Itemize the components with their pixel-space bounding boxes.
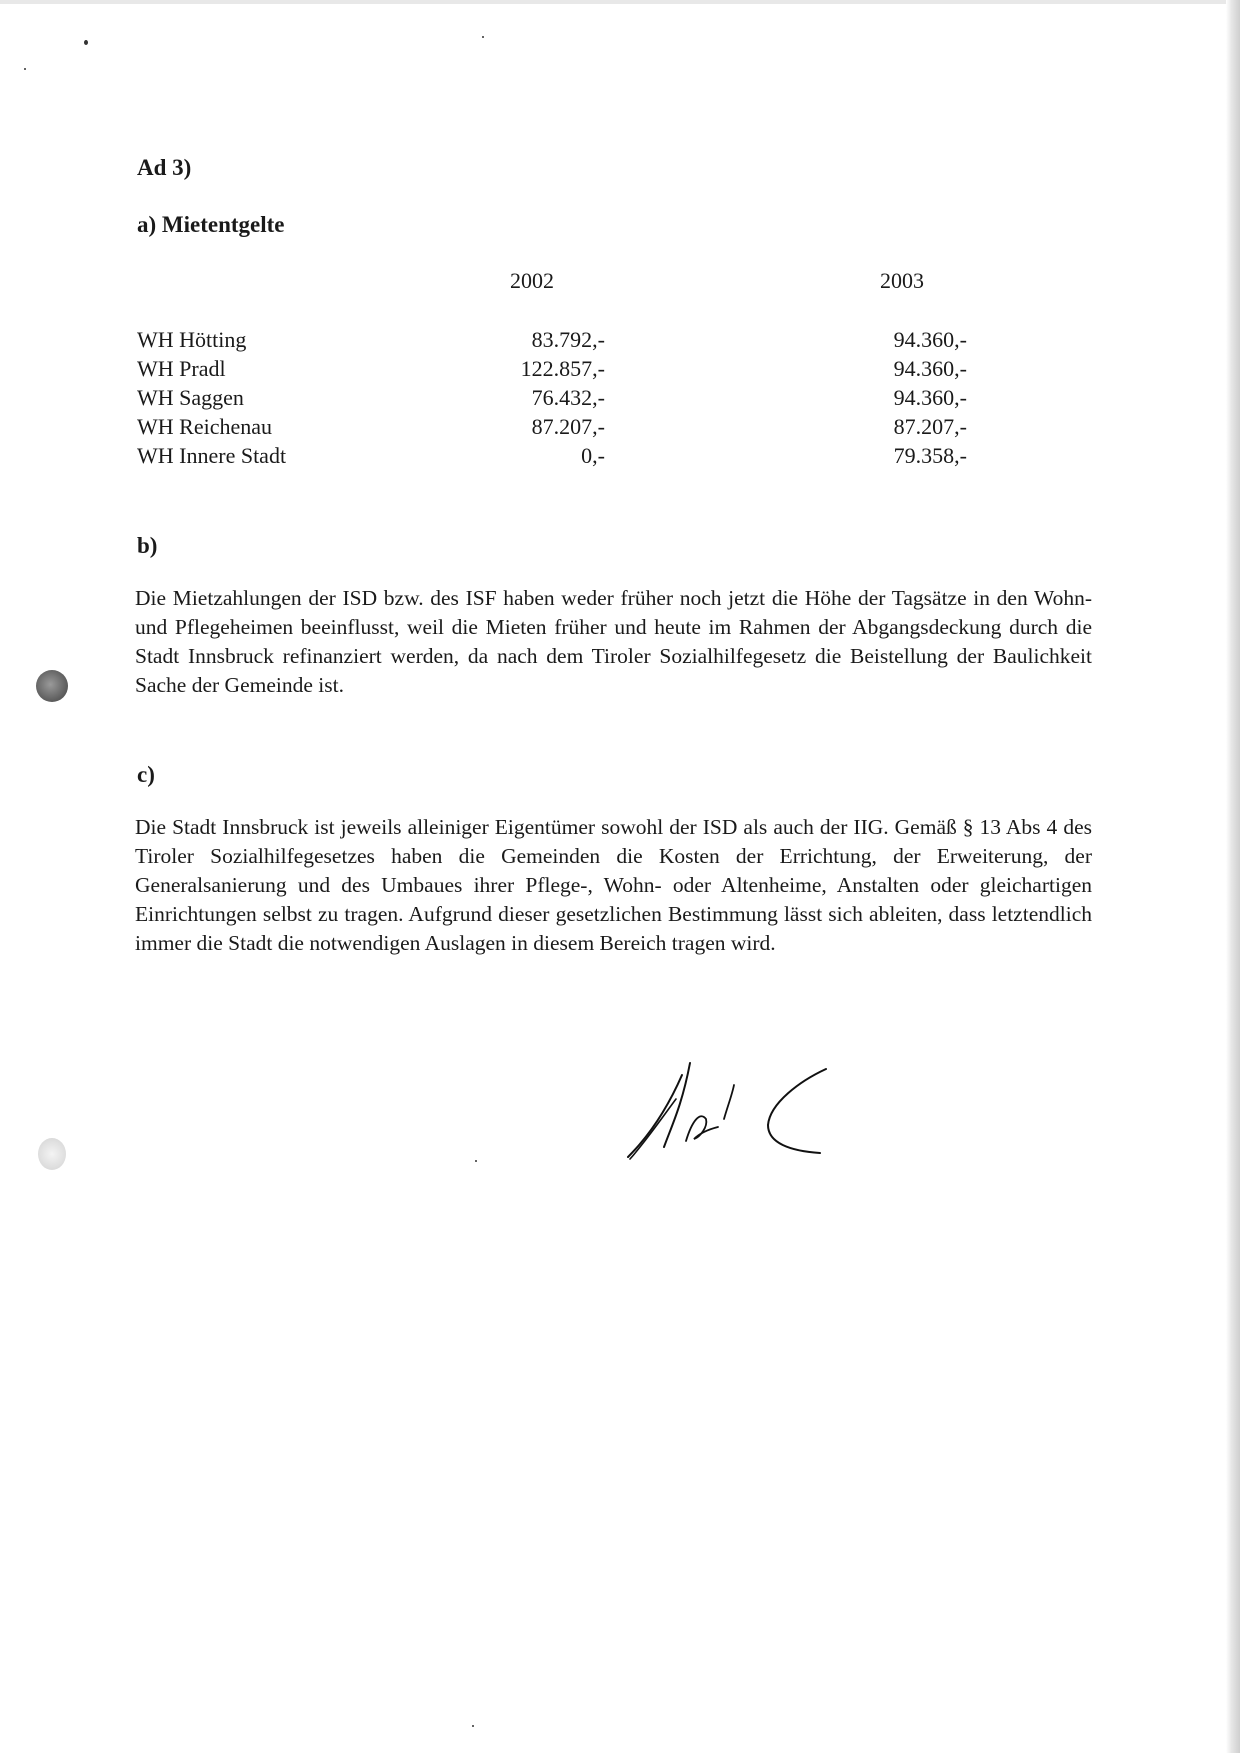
value-2003: 87.207,- — [893, 414, 967, 439]
table-row — [137, 414, 967, 442]
year-header-2003: 2003 — [880, 268, 924, 293]
scan-edge-top — [0, 0, 1240, 4]
scan-speck — [84, 40, 88, 45]
row-label: WH Reichenau — [137, 414, 272, 439]
scan-speck — [475, 1160, 477, 1162]
value-2002: 76.432,- — [531, 385, 605, 410]
scan-speck — [482, 36, 484, 38]
table-row — [137, 443, 967, 471]
row-label: WH Saggen — [137, 385, 244, 410]
row-label: WH Hötting — [137, 327, 247, 352]
section-b-heading: b) — [137, 533, 158, 558]
scan-speck — [24, 68, 26, 70]
table-row — [137, 356, 967, 384]
section-b-paragraph: Die Mietzahlungen der ISD bzw. des ISF haben weder früher noch jetzt die Höhe der Tagsätze in den Wohn- und Pflegeheimen beeinflusst, weil die Mieten früher und heute im Rahmen der Abgangsdeckung durch die Stadt Innsbruck refinanziert werden, da nach dem Tiroler Sozialhilfegesetz die Beistellung der Baulichkeit Sache der Gemeinde ist. — [135, 586, 1092, 697]
value-2002: 83.792,- — [531, 327, 605, 352]
value-2003: 94.360,- — [893, 385, 967, 410]
value-2003: 79.358,- — [893, 443, 967, 468]
row-label: WH Innere Stadt — [137, 443, 287, 468]
section-c-paragraph: Die Stadt Innsbruck ist jeweils alleiniger Eigentümer sowohl der ISD als auch der IIG. Gemäß § 13 Abs 4 des Tiroler Sozialhilfegesetzes haben die Gemeinden die Kosten der Errichtung, der Erweiterung, der Generalsanierung und des Umbaues ihrer Pflege-, Wohn- oder Altenheime, Anstalten oder gleichartigen Einrichtungen selbst zu tragen. Aufgrund dieser gesetzlichen Bestimmung lässt sich ableiten, dass letztendlich immer die Stadt die notwendigen Auslagen in diesem Bereich tragen wird. — [135, 815, 1092, 955]
punch-hole-icon — [38, 1138, 66, 1170]
value-2002: 87.207,- — [531, 414, 605, 439]
section-a-heading: a) Mietentgelte — [137, 212, 285, 237]
section-title: Ad 3) — [137, 155, 192, 180]
value-2003: 94.360,- — [893, 356, 967, 381]
table-row — [137, 327, 967, 355]
value-2002: 0,- — [581, 443, 605, 468]
scan-edge-right — [1226, 0, 1240, 1753]
punch-hole-icon — [36, 670, 68, 702]
row-label: WH Pradl — [137, 356, 226, 381]
value-2003: 94.360,- — [893, 327, 967, 352]
scan-speck — [472, 1725, 474, 1727]
value-2002: 122.857,- — [520, 356, 605, 381]
year-header-2002: 2002 — [510, 268, 554, 293]
table-row — [137, 385, 967, 413]
section-c-heading: c) — [137, 762, 155, 787]
signature-icon — [620, 1055, 840, 1165]
